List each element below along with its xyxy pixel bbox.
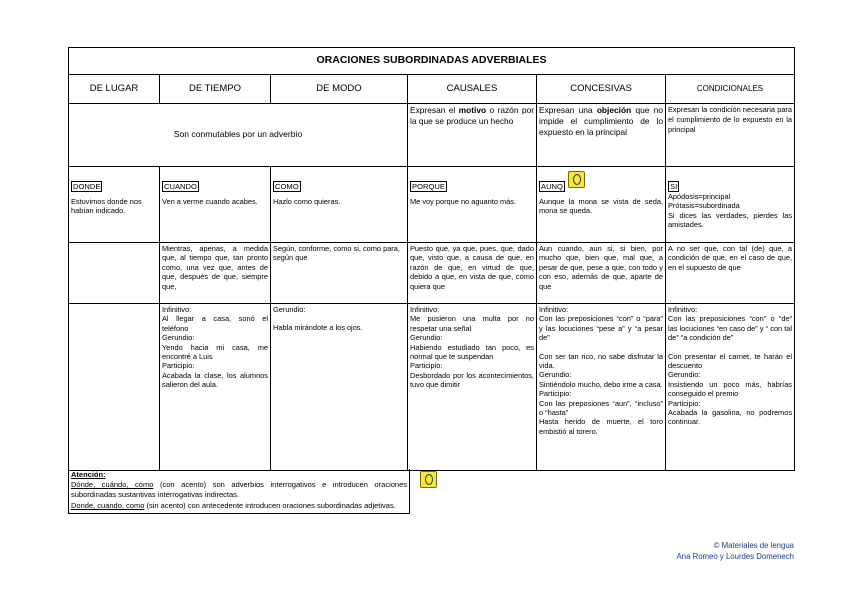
other-conj-condicionales: A no ser que, con tal (de) que, a condición de que, en el caso de que, en el supuesto de que <box>666 243 795 304</box>
conjunction-donde: DONDE <box>73 182 101 191</box>
form-line <box>668 343 792 352</box>
form-line: Desbordado por los acontecimientos, tuvo que dimitir <box>410 370 534 390</box>
form-line: Sintiéndolo mucho, debo irme a casa. <box>539 379 663 389</box>
form-line: Gerundio: <box>539 370 572 380</box>
forms-condicionales <box>666 304 795 471</box>
example-text: Ven a verme cuando acabes. <box>162 197 258 206</box>
form-line: Participio: <box>668 398 701 408</box>
form-line: Gerundio: <box>410 333 443 343</box>
credit-authors: Ana Romeo y Lourdes Domenech <box>676 551 794 561</box>
example-text: Estuvimos donde nos habían indicado. <box>71 197 142 216</box>
header-de-lugar: DE LUGAR <box>69 75 160 104</box>
header-de-modo: DE MODO <box>271 75 408 104</box>
desc-concesivas: Expresan una objeción que no impide el cumplimiento de lo expuesto en la principal <box>537 104 666 167</box>
example-text: Si dices las verdades, pierdes las amistades. <box>668 210 793 230</box>
attention-note <box>68 469 410 514</box>
conjunction-como: COMO <box>275 182 299 191</box>
form-line: Gerundio: <box>668 370 701 380</box>
note-title: Atención: <box>71 470 106 479</box>
forms-causales <box>408 304 537 471</box>
desc-causales: Expresan el motivo o razón por la que se produce un hecho <box>408 104 537 167</box>
form-line: Habla mirándote a los ojos. <box>273 323 363 333</box>
form-line <box>539 343 663 352</box>
form-line: Habiendo estudiado tan poco, es normal que te suspendan <box>410 342 534 362</box>
conjunction-cuando: CUANDO <box>164 182 197 191</box>
example-text: Hazlo como quieras. <box>273 197 341 206</box>
form-line: Acabada la clase, los alumnos salieron del aula. <box>162 370 268 390</box>
form-line: Infinitivo: <box>668 305 698 314</box>
conjunction-porque: PORQUE <box>412 182 445 191</box>
form-line: Acabada la gasolina, no podremos continuar. <box>668 408 793 427</box>
form-line: Con ser tan rico, no sabe disfrutar la vida. <box>539 351 663 371</box>
credit-copyright: © Materiales de lengua <box>713 541 794 550</box>
conjunction-si: SI <box>670 182 678 191</box>
example-concesivas <box>537 167 666 243</box>
form-line: Hasta herido de muerte, el toro embistió al torero. <box>539 417 663 436</box>
desc-condicionales: Expresan la condición necesaria para el cumplimiento de lo expuesto en la principal <box>666 104 795 167</box>
apodosis-line: Apódosis=principal <box>668 192 731 201</box>
form-line: Infinitivo: <box>162 305 192 314</box>
form-line: Participio: <box>410 361 443 371</box>
example-text: Me voy porque no aguanto más. <box>410 197 516 206</box>
example-tiempo <box>160 167 271 243</box>
form-line: Con las preposiones “aun”, “incluso” o “hasta” <box>539 398 663 418</box>
header-condicionales: CONDICIONALES <box>666 75 795 104</box>
other-conj-concesivas: Aun cuando, aun si, si bien, por mucho que, bien que, mal que, a pesar de que, pese a que, con todo y con eso, además de que, aparte de que <box>537 243 666 304</box>
form-line: Me pusieron una multa por no respetar una señal <box>410 314 534 333</box>
form-line: Yendo hacia mi casa, me encontré a Luis <box>162 342 268 362</box>
example-condicionales <box>666 167 795 243</box>
forms-modo <box>271 304 408 471</box>
header-causales: CAUSALES <box>408 75 537 104</box>
other-conj-modo: Según, conforme, como si, como para, según que <box>271 243 408 304</box>
form-line: Participio: <box>539 389 572 399</box>
note-paragraph-1: Dónde, cuándo, cómo (con acento) son adverbios interrogativos e introducen oraciones subordinadas sustantivas interrogativas indirectas. <box>71 480 408 500</box>
desc-shared: Son conmutables por un adverbio <box>69 104 408 167</box>
form-line: Al llegar a casa, sonó el teléfono <box>162 314 268 333</box>
note-paragraph-2: Donde, cuando, como (sin acento) con antecedente introducen oraciones subordinadas adjetivas. <box>71 500 396 510</box>
table-title: ORACIONES SUBORDINADAS ADVERBIALES <box>69 48 795 75</box>
adverbial-clauses-table <box>68 47 795 471</box>
form-line: Infinitivo: <box>410 305 440 314</box>
example-text: Aunque la mona se vista de seda, mona se queda. <box>539 197 663 216</box>
other-conj-lugar <box>69 243 160 304</box>
form-line: Con presentar el carnet, te harán el descuento <box>668 351 793 371</box>
forms-tiempo <box>160 304 271 471</box>
forms-concesivas <box>537 304 666 471</box>
example-lugar <box>69 167 160 243</box>
sticky-note-icon[interactable] <box>420 471 437 488</box>
header-concesivas: CONCESIVAS <box>537 75 666 104</box>
form-line: Gerundio: <box>162 333 195 343</box>
credits <box>677 541 794 562</box>
other-conj-causales: Puesto que, ya que, pues, que, dado que, visto que, a causa de que, en razón de que, en virtud de que, debido a que, en vista de que, como quiera que <box>408 243 537 304</box>
form-line: Con las preposiciones “con” o “de” las locuciones “en caso de” y “ con tal de” “a condición de” <box>668 314 793 343</box>
form-line: Participio: <box>162 361 195 371</box>
form-line: Con las preposiciones “con” o “para” y las locuciones “pese a” y “a pesar de” <box>539 314 663 343</box>
example-causales <box>408 167 537 243</box>
form-line: Insistiendo un poco más, habrías conseguido el premio <box>668 379 793 399</box>
forms-lugar <box>69 304 160 471</box>
form-line: Gerundio: <box>273 305 306 314</box>
protasis-line: Prótasis=subordinada <box>668 201 740 211</box>
form-line: Infinitivo: <box>539 305 569 314</box>
sticky-note-icon[interactable] <box>568 171 585 188</box>
conjunction-aunque: AUNQ <box>541 182 563 191</box>
other-conj-tiempo: Mientras, apenas, a medida que, al tiempo que, tan pronto como, una vez que, antes de que, después de que, siempre que, <box>160 243 271 304</box>
example-modo <box>271 167 408 243</box>
header-de-tiempo: DE TIEMPO <box>160 75 271 104</box>
